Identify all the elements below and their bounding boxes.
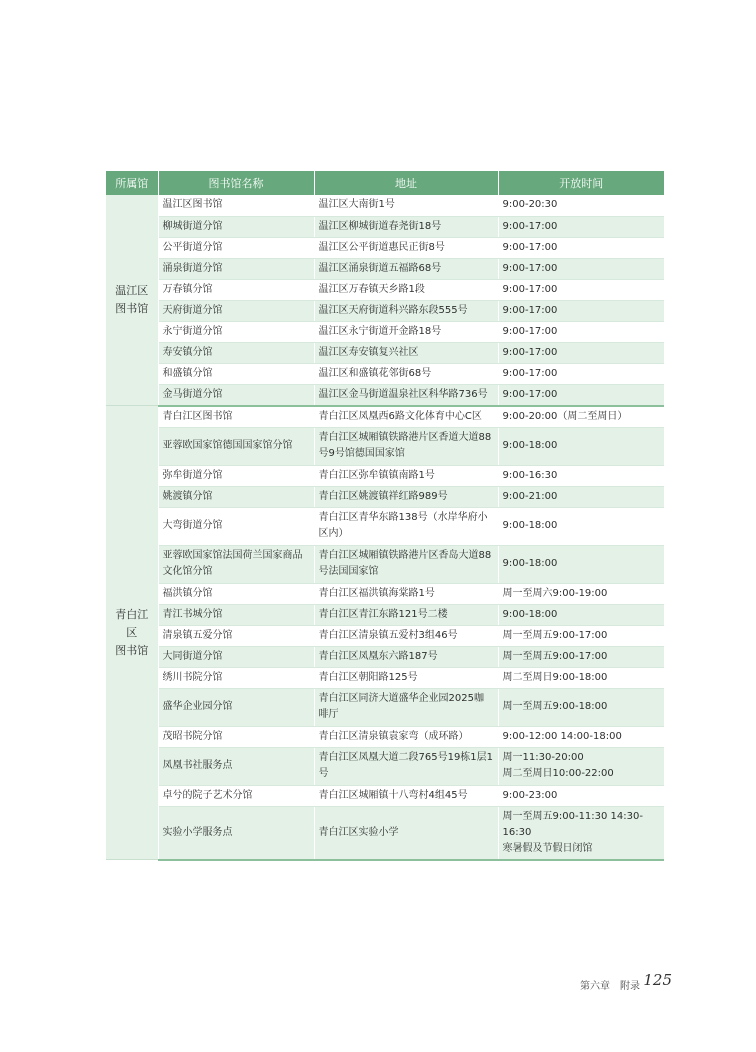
library-name-cell — [158, 384, 314, 406]
address-text: 青白江区城厢镇十八弯村4组45号 — [318, 789, 468, 801]
address-text: 青白江区姚渡镇祥红路989号 — [318, 490, 448, 502]
address-text: 温江区涌泉街道五福路68号 — [318, 262, 442, 274]
table-row — [106, 583, 664, 604]
address-cell — [314, 726, 498, 747]
table-row — [106, 300, 664, 321]
address-text: 温江区万春镇天乡路1段 — [318, 283, 425, 295]
hours-text: 周一至周五9:00-11:30 14:30-16:30 — [502, 810, 643, 838]
address-text: 青白江区城厢镇铁路港片区香岛大道88号法国国家馆 — [318, 550, 492, 577]
library-name-text: 青江书城分馆 — [162, 608, 223, 620]
hours-text: 9:00-23:00 — [502, 789, 558, 801]
address-cell — [314, 321, 498, 342]
hours-text: 9:00-18:00 — [502, 440, 558, 451]
hours-cell — [498, 545, 664, 583]
address-cell — [314, 785, 498, 806]
hours-text: 9:00-17:00 — [502, 346, 558, 358]
address-cell — [314, 688, 498, 726]
library-name-text: 清泉镇五爱分馆 — [162, 629, 233, 641]
address-text: 青白江区同济大道盛华企业园2025咖啡厅 — [318, 693, 484, 720]
address-cell — [314, 427, 498, 465]
hours-cell — [498, 507, 664, 545]
hours-text: 9:00-20:30 — [502, 199, 558, 211]
table-body — [106, 195, 664, 860]
address-text: 温江区金马街道温泉社区科华路736号 — [318, 388, 488, 400]
library-name-cell — [158, 363, 314, 384]
hours-cell — [498, 688, 664, 726]
table-header-row — [106, 171, 664, 195]
hours-text: 9:00-18:00 — [502, 520, 558, 531]
hours-cell — [498, 342, 664, 363]
address-text: 温江区天府街道科兴路东段555号 — [318, 304, 468, 316]
address-cell — [314, 279, 498, 300]
hours-text: 周一11:30-20:00 — [502, 752, 584, 763]
address-cell — [314, 237, 498, 258]
district-label-line: 温江区 — [115, 284, 149, 297]
header-address: 地址 — [314, 171, 498, 195]
table-row — [106, 321, 664, 342]
address-text: 青白江区城厢镇铁路港片区香道大道88号9号馆德国国家馆 — [318, 432, 492, 459]
library-name-text: 绣川书院分馆 — [162, 671, 223, 683]
hours-cell — [498, 406, 664, 428]
library-name-cell — [158, 216, 314, 237]
hours-cell — [498, 195, 664, 216]
hours-cell — [498, 625, 664, 646]
library-name-cell — [158, 486, 314, 507]
address-text: 青白江区凤凰东六路187号 — [318, 650, 438, 662]
library-name-text: 凤凰书社服务点 — [162, 760, 233, 771]
library-name-text: 青白江区图书馆 — [162, 410, 233, 422]
address-text: 温江区公平街道惠民正街8号 — [318, 241, 445, 253]
address-text: 温江区大南街1号 — [318, 199, 395, 211]
address-text: 青白江区凤凰西6路文化体育中心C区 — [318, 410, 482, 422]
address-text: 温江区和盛镇花邻街68号 — [318, 367, 432, 379]
header-opening-hours: 开放时间 — [498, 171, 664, 195]
library-name-cell — [158, 726, 314, 747]
library-name-cell — [158, 667, 314, 688]
table-row — [106, 747, 664, 785]
district-label-line: 图书馆 — [115, 302, 149, 315]
hours-cell — [498, 465, 664, 486]
address-text: 青白江区清泉镇袁家弯（成环路） — [318, 730, 469, 742]
address-cell — [314, 507, 498, 545]
hours-text-line2: 寒暑假及节假日闭馆 — [502, 842, 593, 854]
hours-cell — [498, 279, 664, 300]
address-cell — [314, 545, 498, 583]
library-name-cell — [158, 688, 314, 726]
page-number: 125 — [643, 971, 672, 989]
table-row — [106, 427, 664, 465]
table-row — [106, 667, 664, 688]
table-row — [106, 486, 664, 507]
hours-text: 周二至周日9:00-18:00 — [502, 671, 608, 683]
hours-text: 9:00-18:00 — [502, 608, 558, 620]
address-text: 温江区永宁街道开金路18号 — [318, 325, 442, 337]
district-label-line: 图书馆 — [115, 643, 149, 657]
library-name-text: 和盛镇分馆 — [162, 367, 213, 379]
hours-text: 9:00-17:00 — [502, 220, 558, 232]
district-cell — [106, 406, 158, 860]
library-name-cell — [158, 237, 314, 258]
library-name-text: 亚蓉欧国家馆德国国家馆分馆 — [162, 440, 293, 451]
hours-text: 9:00-21:00 — [502, 490, 558, 502]
library-name-text: 亚蓉欧国家馆法国荷兰国家商品文化馆分馆 — [162, 550, 303, 577]
table-row — [106, 195, 664, 216]
district-label-line: 青白江区 — [115, 607, 149, 639]
district-cell — [106, 195, 158, 406]
hours-cell — [498, 747, 664, 785]
library-name-text: 茂昭书院分馆 — [162, 730, 223, 742]
hours-cell — [498, 726, 664, 747]
table-row — [106, 465, 664, 486]
library-name-text: 卓兮的院子艺术分馆 — [162, 789, 253, 801]
hours-text: 9:00-17:00 — [502, 283, 558, 295]
hours-cell — [498, 258, 664, 279]
library-name-cell — [158, 646, 314, 667]
library-name-cell — [158, 300, 314, 321]
address-text: 温江区寿安镇复兴社区 — [318, 346, 419, 358]
library-name-cell — [158, 625, 314, 646]
address-cell — [314, 604, 498, 625]
hours-text: 9:00-17:00 — [502, 367, 558, 379]
table-row — [106, 785, 664, 806]
hours-cell — [498, 427, 664, 465]
hours-cell — [498, 604, 664, 625]
address-cell — [314, 258, 498, 279]
library-name-text: 弥牟街道分馆 — [162, 469, 223, 481]
address-text: 青白江区实验小学 — [318, 826, 399, 838]
address-text: 青白江区朝阳路125号 — [318, 671, 418, 683]
address-text: 青白江区青江东路121号二楼 — [318, 608, 448, 620]
address-cell — [314, 216, 498, 237]
address-text: 温江区柳城街道春尧街18号 — [318, 220, 442, 232]
hours-cell — [498, 583, 664, 604]
library-name-text: 万春镇分馆 — [162, 283, 213, 295]
table-row — [106, 507, 664, 545]
library-name-text: 柳城街道分馆 — [162, 220, 223, 232]
library-name-text: 寿安镇分馆 — [162, 346, 213, 358]
library-table — [106, 171, 664, 861]
library-name-cell — [158, 507, 314, 545]
table-row — [106, 604, 664, 625]
hours-cell — [498, 216, 664, 237]
library-name-text: 涌泉街道分馆 — [162, 262, 223, 274]
library-name-text: 天府街道分馆 — [162, 304, 223, 316]
table-row — [106, 806, 664, 860]
hours-cell — [498, 486, 664, 507]
library-name-cell — [158, 342, 314, 363]
library-name-cell — [158, 427, 314, 465]
address-cell — [314, 806, 498, 860]
hours-cell — [498, 363, 664, 384]
hours-cell — [498, 646, 664, 667]
library-name-cell — [158, 258, 314, 279]
library-name-text: 大弯街道分馆 — [162, 520, 223, 531]
hours-cell — [498, 300, 664, 321]
address-text: 青白江区福洪镇海棠路1号 — [318, 587, 435, 599]
hours-cell — [498, 384, 664, 406]
library-name-text: 永宁街道分馆 — [162, 325, 223, 337]
address-cell — [314, 625, 498, 646]
address-cell — [314, 363, 498, 384]
library-name-cell — [158, 806, 314, 860]
hours-text: 周一至周六9:00-19:00 — [502, 587, 608, 599]
library-name-cell — [158, 279, 314, 300]
library-name-cell — [158, 785, 314, 806]
hours-cell — [498, 785, 664, 806]
library-name-text: 福洪镇分馆 — [162, 587, 213, 599]
address-cell — [314, 486, 498, 507]
hours-text: 9:00-20:00（周二至周日） — [502, 410, 628, 422]
address-text: 青白江区清泉镇五爱村3组46号 — [318, 629, 458, 641]
hours-text: 周一至周五9:00-17:00 — [502, 650, 608, 662]
table-row — [106, 625, 664, 646]
address-cell — [314, 300, 498, 321]
address-text: 青白江区凤凰大道二段765号19栋1层1号 — [318, 752, 494, 779]
hours-text: 9:00-17:00 — [502, 325, 558, 337]
hours-cell — [498, 667, 664, 688]
address-cell — [314, 195, 498, 216]
hours-text: 9:00-16:30 — [502, 469, 558, 481]
address-cell — [314, 583, 498, 604]
table-row — [106, 646, 664, 667]
table-row — [106, 237, 664, 258]
table-row — [106, 279, 664, 300]
table-row — [106, 342, 664, 363]
address-cell — [314, 384, 498, 406]
address-text: 青白江区青华东路138号（水岸华府小区内） — [318, 512, 488, 539]
hours-text: 9:00-17:00 — [502, 388, 558, 400]
table-row — [106, 545, 664, 583]
table-row — [106, 258, 664, 279]
hours-cell — [498, 806, 664, 860]
address-cell — [314, 747, 498, 785]
library-name-cell — [158, 321, 314, 342]
table-row — [106, 216, 664, 237]
library-name-text: 姚渡镇分馆 — [162, 490, 213, 502]
page-footer — [560, 972, 672, 992]
hours-text: 9:00-12:00 14:00-18:00 — [502, 730, 622, 742]
hours-cell — [498, 321, 664, 342]
library-name-text: 金马街道分馆 — [162, 388, 223, 400]
library-name-cell — [158, 747, 314, 785]
library-name-text: 公平街道分馆 — [162, 241, 223, 253]
address-cell — [314, 342, 498, 363]
header-district: 所属馆 — [106, 171, 158, 195]
library-name-text: 实验小学服务点 — [162, 826, 233, 838]
hours-text-line2: 周二至周日10:00-22:00 — [502, 768, 614, 779]
table-row — [106, 363, 664, 384]
footer-chapter: 第六章 附录 — [580, 981, 640, 992]
hours-text: 9:00-18:00 — [502, 558, 558, 569]
address-cell — [314, 406, 498, 428]
hours-cell — [498, 237, 664, 258]
library-name-cell — [158, 545, 314, 583]
address-cell — [314, 667, 498, 688]
table-row — [106, 406, 664, 428]
hours-text: 9:00-17:00 — [502, 262, 558, 274]
library-name-cell — [158, 406, 314, 428]
hours-text: 周一至周五9:00-18:00 — [502, 701, 608, 712]
library-name-cell — [158, 604, 314, 625]
hours-text: 周一至周五9:00-17:00 — [502, 629, 608, 641]
address-text: 青白江区弥牟镇镇南路1号 — [318, 469, 435, 481]
library-name-cell — [158, 195, 314, 216]
library-name-text: 盛华企业园分馆 — [162, 701, 233, 712]
hours-text: 9:00-17:00 — [502, 241, 558, 253]
library-name-cell — [158, 583, 314, 604]
header-library-name: 图书馆名称 — [158, 171, 314, 195]
address-cell — [314, 646, 498, 667]
library-name-text: 温江区图书馆 — [162, 199, 223, 211]
table-row — [106, 726, 664, 747]
table-row — [106, 688, 664, 726]
library-name-cell — [158, 465, 314, 486]
table-row — [106, 384, 664, 406]
library-name-text: 大同街道分馆 — [162, 650, 223, 662]
hours-text: 9:00-17:00 — [502, 304, 558, 316]
address-cell — [314, 465, 498, 486]
